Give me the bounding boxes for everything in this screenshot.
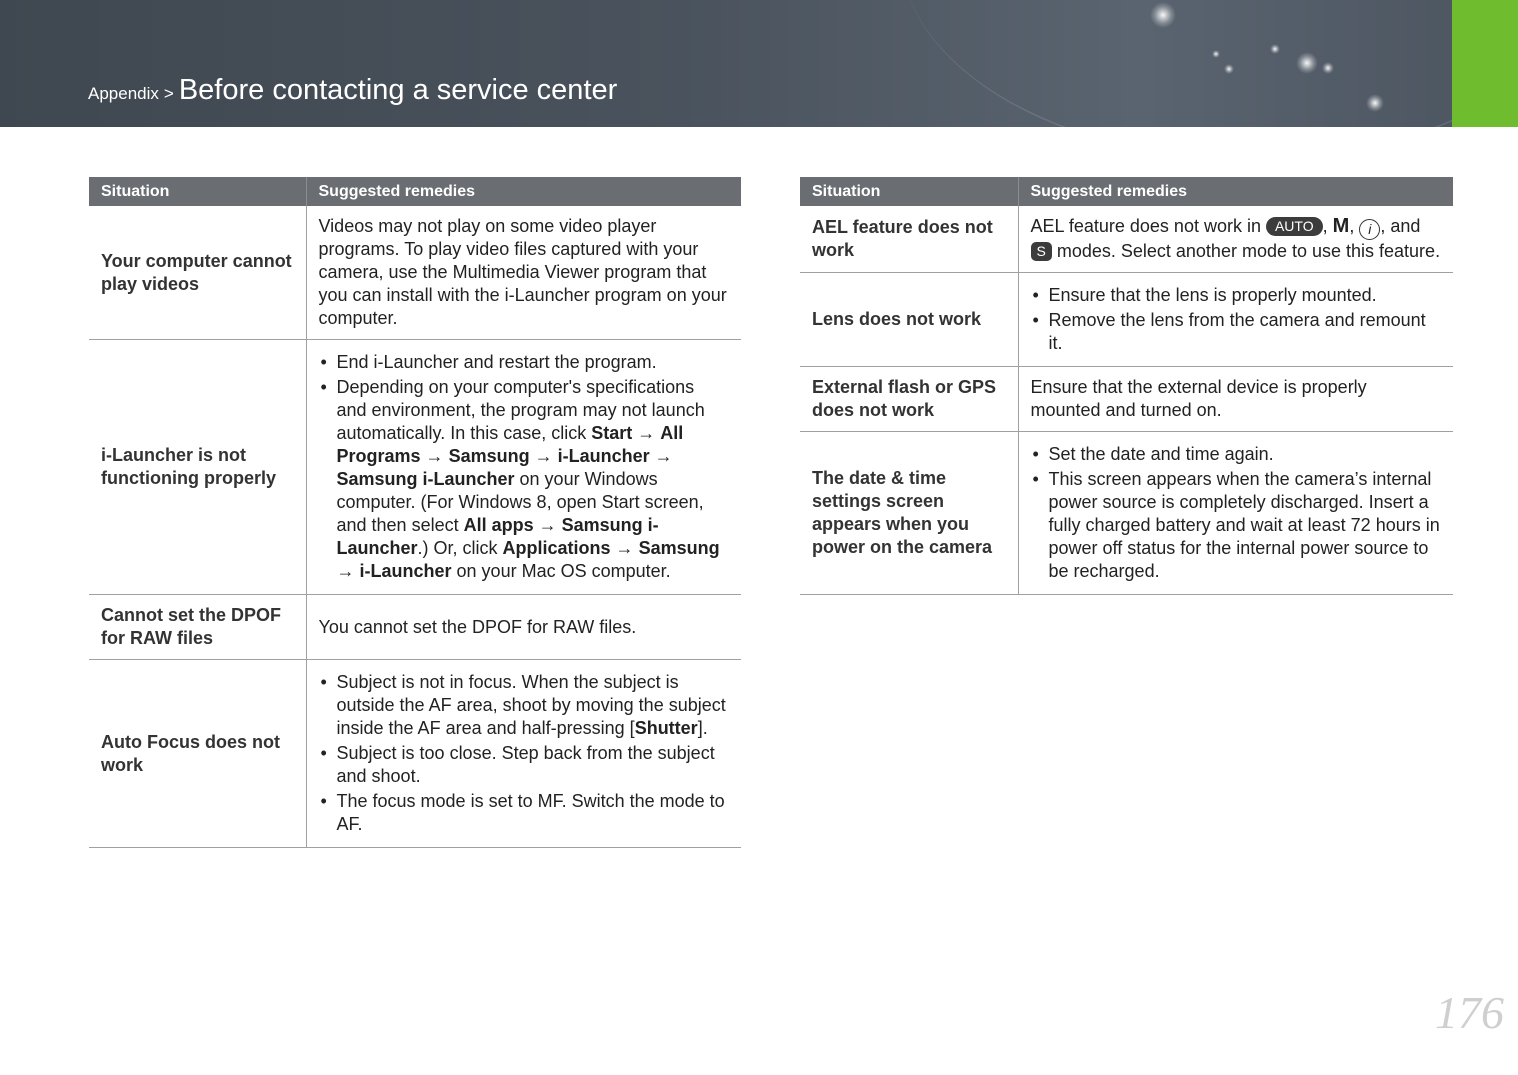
decorative-arc	[900, 0, 1518, 127]
table-row	[89, 340, 741, 595]
remedy-text: .) Or, click	[417, 538, 503, 558]
path-arrow: →	[610, 538, 639, 558]
remedy-list	[319, 671, 730, 836]
remedy-bullet: • End i-Launcher and restart the program.	[319, 351, 730, 374]
table-row	[89, 206, 741, 340]
page-number: 176	[1435, 987, 1504, 1038]
table-row	[89, 595, 741, 660]
table-row	[800, 206, 1453, 273]
path-arrow: →	[632, 423, 661, 443]
remedy-bullet: • Remove the lens from the camera and remount it.	[1031, 309, 1442, 355]
remedy-cell	[306, 660, 741, 848]
situation-cell: Your computer cannot play videos	[89, 206, 306, 340]
remedies-header: Suggested remedies	[1018, 177, 1453, 206]
remedy-bullet: • This screen appears when the camera’s internal power source is completely discharged. Insert a fully charged battery and wait at least 72 hours in power off status for the internal power source to be recharged.	[1031, 468, 1442, 583]
menu-path-ilauncher: i-Launcher	[359, 561, 452, 581]
auto-mode-icon: AUTO	[1266, 217, 1323, 236]
remedy-text: and	[1385, 216, 1421, 236]
path-arrow: →	[529, 446, 558, 466]
breadcrumb	[88, 74, 617, 107]
remedy-bullet: • The focus mode is set to MF. Switch the mode to AF.	[319, 790, 730, 836]
remedy-cell	[306, 340, 741, 595]
remedy-bullet: • Subject is too close. Step back from the subject and shoot.	[319, 742, 730, 788]
situation-cell: AEL feature does not work	[800, 206, 1018, 273]
menu-path-samsung: Samsung	[638, 538, 720, 558]
manual-mode-icon: M	[1332, 215, 1350, 237]
remedy-bullet	[319, 671, 730, 740]
remedy-text: modes. Select another mode to use this feature.	[1051, 241, 1441, 261]
sparkle-decoration	[1270, 44, 1280, 54]
menu-path-samsung: Samsung	[448, 446, 530, 466]
situation-header: Situation	[89, 177, 306, 206]
comma: ,	[1380, 216, 1386, 236]
remedy-text: Subject is not in focus. When the subject is outside the AF area, shoot by moving the subject inside the AF area and half-pressing [	[336, 672, 726, 738]
troubleshooting-table-left	[89, 177, 741, 848]
comma: ,	[1322, 216, 1328, 236]
remedies-header: Suggested remedies	[306, 177, 741, 206]
remedy-bullet: • Ensure that the lens is properly mounted.	[1031, 284, 1442, 307]
path-arrow: →	[336, 561, 360, 581]
sparkle-decoration	[1150, 2, 1176, 28]
sparkle-decoration	[1322, 62, 1334, 74]
table-row	[89, 660, 741, 848]
remedy-text: Depending on your computer's specifications and environment, the program may not launch automatically. In this case, click	[336, 377, 705, 443]
troubleshooting-table-right	[800, 177, 1453, 595]
sparkle-decoration	[1212, 50, 1220, 58]
menu-path-applications: Applications	[502, 538, 611, 558]
page-title: Before contacting a service center	[178, 74, 618, 106]
menu-path-start: Start	[591, 423, 633, 443]
remedy-text: ].	[697, 718, 708, 738]
table-header-row	[89, 177, 741, 206]
table-row	[800, 273, 1453, 367]
sparkle-decoration	[1224, 64, 1234, 74]
sparkle-decoration	[1366, 94, 1384, 112]
chapter-color-tab	[1452, 0, 1518, 127]
remedy-list	[319, 351, 730, 583]
menu-path-samsung-ilauncher: Samsung i-Launcher	[336, 515, 659, 558]
remedy-bullet	[319, 376, 730, 583]
situation-cell: Auto Focus does not work	[89, 660, 306, 848]
breadcrumb-separator: >	[163, 84, 174, 103]
path-arrow: →	[649, 446, 673, 466]
situation-cell: Cannot set the DPOF for RAW files	[89, 595, 306, 660]
menu-path-all-programs: All Programs	[336, 423, 684, 466]
situation-cell: The date & time settings screen appears when you power on the camera	[800, 432, 1018, 595]
remedy-cell: Videos may not play on some video player programs. To play video files captured with your camera, use the Multimedia Viewer program that you can install with the i-Launcher program on your computer.	[306, 206, 741, 340]
smart-mode-icon: S	[1031, 242, 1052, 261]
remedy-bullet: • Set the date and time again.	[1031, 443, 1442, 466]
remedy-cell	[1018, 273, 1453, 367]
menu-path-samsung-ilauncher: Samsung i-Launcher	[336, 469, 515, 489]
menu-path-all-apps: All apps	[463, 515, 534, 535]
remedy-text: on your Windows computer. (For Windows 8, open Start screen, and then select	[336, 469, 704, 535]
i-function-icon: i	[1359, 219, 1380, 240]
path-arrow: →	[420, 446, 449, 466]
table-header-row	[800, 177, 1453, 206]
remedy-list	[1031, 284, 1442, 355]
remedy-cell: You cannot set the DPOF for RAW files.	[306, 595, 741, 660]
menu-path-ilauncher: i-Launcher	[557, 446, 650, 466]
situation-header: Situation	[800, 177, 1018, 206]
remedy-list	[1031, 443, 1442, 583]
situation-cell: Lens does not work	[800, 273, 1018, 367]
remedy-text: on your Mac OS computer.	[451, 561, 671, 581]
comma: ,	[1349, 216, 1355, 236]
header-banner	[0, 0, 1518, 127]
situation-cell: External flash or GPS does not work	[800, 367, 1018, 432]
breadcrumb-parent: Appendix	[88, 84, 159, 103]
path-arrow: →	[533, 515, 562, 535]
remedy-cell	[1018, 206, 1453, 273]
remedy-text: AEL feature does not work in	[1030, 216, 1266, 236]
situation-cell: i-Launcher is not functioning properly	[89, 340, 306, 595]
sparkle-decoration	[1296, 52, 1318, 74]
table-row	[800, 367, 1453, 432]
shutter-button-label: Shutter	[634, 718, 698, 738]
remedy-cell: Ensure that the external device is properly mounted and turned on.	[1018, 367, 1453, 432]
table-row	[800, 432, 1453, 595]
remedy-cell	[1018, 432, 1453, 595]
